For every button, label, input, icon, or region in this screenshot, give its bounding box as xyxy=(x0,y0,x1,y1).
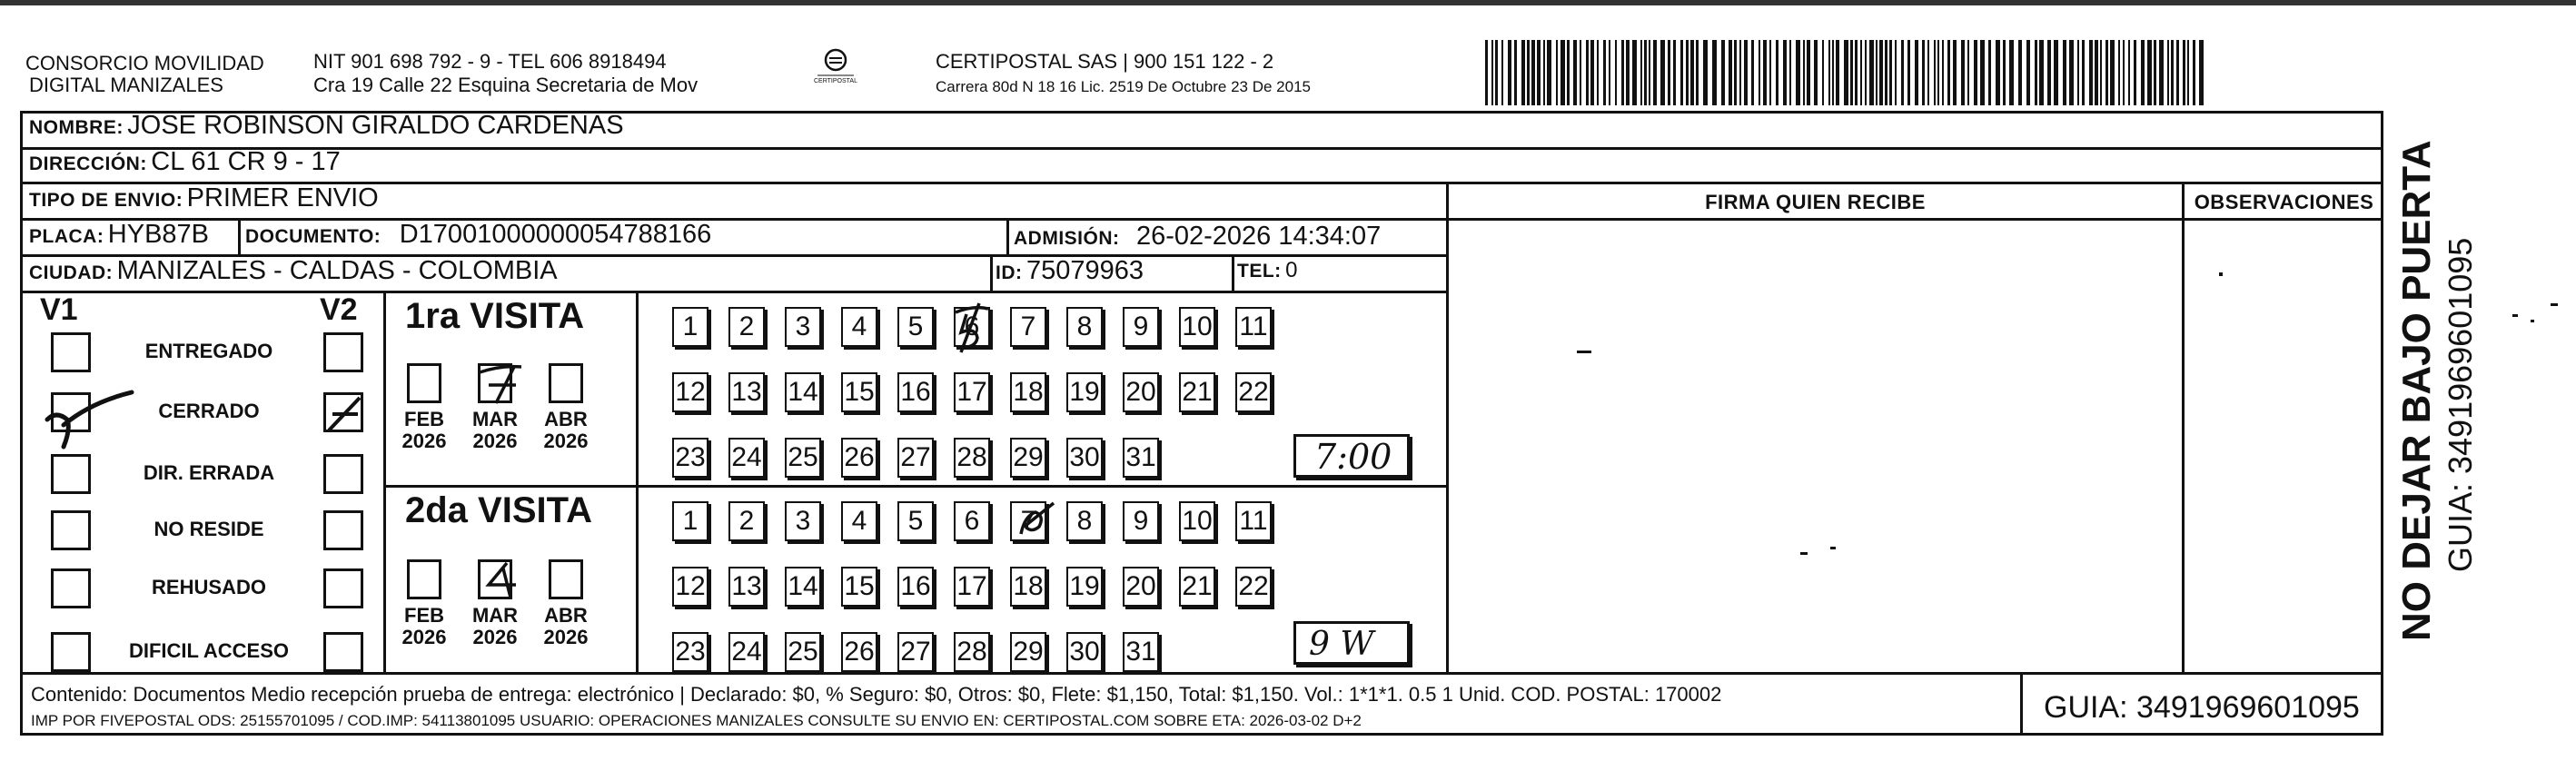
tel-value: 0 xyxy=(1285,258,1298,282)
document-value: D17001000000054788166 xyxy=(399,220,712,249)
day-cell[interactable]: 10 xyxy=(1179,501,1215,541)
barcode-bar xyxy=(1832,40,1834,105)
issuer-address: Cra 19 Calle 22 Esquina Secretaria de Mov xyxy=(313,74,698,96)
v1-checkbox[interactable] xyxy=(51,632,91,672)
barcode-bar xyxy=(1690,40,1694,105)
barcode-bar xyxy=(1573,40,1577,105)
day-cell[interactable]: 24 xyxy=(728,438,765,478)
day-cell[interactable]: 29 xyxy=(1010,438,1046,478)
day-cell[interactable]: 12 xyxy=(672,567,708,607)
type-row xyxy=(29,183,379,213)
barcode-bar xyxy=(2089,40,2093,105)
v2-checkbox[interactable] xyxy=(323,332,363,372)
barcode-bar xyxy=(2171,40,2174,105)
day-cell[interactable]: 24 xyxy=(728,632,765,672)
barcode-bar xyxy=(1885,40,1887,105)
barcode-bar xyxy=(1686,40,1689,105)
first-visit-time: 7:00 xyxy=(1314,437,1392,477)
barcode-bar xyxy=(1721,40,1725,105)
plate-label: PLACA: xyxy=(29,226,104,247)
courier-logo-icon xyxy=(816,47,856,80)
speck-7 xyxy=(2551,303,2558,306)
barcode-bar xyxy=(1980,40,1985,105)
barcode-bar xyxy=(1567,40,1570,105)
header-under-line xyxy=(1446,218,2383,221)
row-line-1 xyxy=(20,147,2383,150)
barcode-bar xyxy=(1734,40,1737,105)
day-cell[interactable]: 28 xyxy=(954,632,990,672)
barcode-bar xyxy=(1869,40,1874,105)
speck-6 xyxy=(2531,320,2534,322)
barcode-bar xyxy=(2134,40,2136,105)
day-cell[interactable]: 26 xyxy=(841,438,877,478)
day-cell[interactable]: 13 xyxy=(728,567,765,607)
footer-top-line xyxy=(20,672,2383,675)
barcode-bar xyxy=(2077,40,2079,105)
day-cell[interactable]: 16 xyxy=(897,567,934,607)
barcode-bar xyxy=(1751,40,1754,105)
name-label: NOMBRE: xyxy=(29,117,124,138)
barcode-bar xyxy=(2105,40,2108,105)
barcode-bar xyxy=(1696,40,1699,105)
day-cell[interactable]: 9 xyxy=(1123,501,1159,541)
day-cell[interactable]: 1 xyxy=(672,501,708,541)
address-value: CL 61 CR 9 - 17 xyxy=(151,147,341,176)
barcode-bar xyxy=(1807,40,1810,105)
second-visit-time: 9 W xyxy=(1309,626,1374,663)
barcode-bar xyxy=(1603,40,1606,105)
barcode-bar xyxy=(2154,40,2156,105)
barcode-bar xyxy=(1543,40,1545,105)
month-year: 2026 xyxy=(472,430,518,452)
barcode-bar xyxy=(1953,40,1957,105)
type-label: TIPO DE ENVIO: xyxy=(29,190,183,211)
barcode-bar xyxy=(1865,40,1867,105)
day-cell[interactable]: 2 xyxy=(728,307,765,347)
barcode-bar xyxy=(1660,40,1665,105)
month-name: FEB xyxy=(404,408,444,430)
barcode-bar xyxy=(1901,40,1904,105)
barcode-bar xyxy=(2082,40,2085,105)
first-visit-title: 1ra VISITA xyxy=(405,296,585,336)
barcode-bar xyxy=(2123,40,2125,105)
day-cell[interactable]: 12 xyxy=(672,372,708,412)
day-cell[interactable]: 2 xyxy=(728,501,765,541)
month-name: FEB xyxy=(404,604,444,627)
observations-header: OBSERVACIONES xyxy=(2194,191,2374,213)
day-cell[interactable]: 26 xyxy=(841,632,877,672)
barcode-bar xyxy=(1649,40,1650,105)
city-label: CIUDAD: xyxy=(29,262,114,283)
issuer-name-2: DIGITAL MANIZALES xyxy=(29,74,223,96)
obs-col-line xyxy=(2182,182,2185,672)
month-year: 2026 xyxy=(543,430,589,452)
day-cell[interactable]: 25 xyxy=(785,438,821,478)
barcode-bar xyxy=(1644,40,1647,105)
second-visit-time-box xyxy=(1293,621,1410,665)
barcode-bar xyxy=(2018,40,2022,105)
barcode-bar xyxy=(1783,40,1787,105)
id-sep xyxy=(990,256,993,292)
v2-checkbox[interactable] xyxy=(323,510,363,550)
day-cell[interactable]: 16 xyxy=(897,372,934,412)
plate-value: HYB87B xyxy=(107,220,210,249)
barcode-bar xyxy=(1632,40,1637,105)
id-label: ID: xyxy=(996,262,1023,283)
barcode-bar xyxy=(1974,40,1977,105)
day-cell[interactable]: 5 xyxy=(897,501,934,541)
document-row xyxy=(245,220,711,250)
mar-first-mark xyxy=(476,361,527,407)
v1-checkbox[interactable] xyxy=(51,510,91,550)
barcode-bar xyxy=(1560,40,1565,105)
v2-label: V2 xyxy=(320,292,358,327)
barcode-bar xyxy=(1586,40,1589,105)
barcode xyxy=(1485,40,2212,105)
day-cell[interactable]: 23 xyxy=(672,438,708,478)
day-cell[interactable]: 21 xyxy=(1179,567,1215,607)
day-cell[interactable]: 10 xyxy=(1179,307,1215,347)
barcode-bar xyxy=(1855,40,1858,105)
barcode-bar xyxy=(1729,40,1732,105)
v1-checkbox[interactable] xyxy=(51,332,91,372)
month-name: ABR xyxy=(544,408,588,430)
day-cell[interactable]: 4 xyxy=(841,501,877,541)
day-cell[interactable]: 17 xyxy=(954,567,990,607)
month-name: ABR xyxy=(544,604,588,627)
month-name: MAR xyxy=(471,408,519,430)
barcode-bar xyxy=(2009,40,2014,105)
day-5-mark xyxy=(946,300,992,354)
barcode-bar xyxy=(1822,40,1824,105)
side-guia: GUIA: 3491969601095 xyxy=(2442,237,2479,572)
month-checkbox[interactable] xyxy=(549,559,583,599)
barcode-bar xyxy=(2128,40,2130,105)
barcode-bar xyxy=(1653,40,1657,105)
type-value: PRIMER ENVIO xyxy=(186,183,379,212)
day-cell[interactable]: 8 xyxy=(1066,501,1103,541)
v1-cerrado-check-mark xyxy=(36,385,136,458)
barcode-bar xyxy=(1947,40,1950,105)
v2-checkbox[interactable] xyxy=(323,454,363,494)
barcode-bar xyxy=(2026,40,2030,105)
day-cell[interactable]: 19 xyxy=(1066,567,1103,607)
barcode-bar xyxy=(1895,40,1897,105)
day-cell[interactable]: 14 xyxy=(785,372,821,412)
barcode-bar xyxy=(2187,40,2189,105)
name-value: JOSE ROBINSON GIRALDO CARDENAS xyxy=(127,111,624,140)
admission-value: 26-02-2026 14:34:07 xyxy=(1135,222,1382,251)
barcode-bar xyxy=(1485,40,1488,105)
tel-sep xyxy=(1232,256,1234,292)
address-label: DIRECCIÓN: xyxy=(29,153,147,174)
admission-sep xyxy=(1006,220,1009,256)
barcode-bar xyxy=(2118,40,2120,105)
barcode-bar xyxy=(1759,40,1760,105)
day-cell[interactable]: 14 xyxy=(785,567,821,607)
day-cell[interactable]: 20 xyxy=(1123,567,1159,607)
barcode-bar xyxy=(1844,40,1848,105)
barcode-bar xyxy=(1828,40,1830,105)
barcode-bar xyxy=(1712,40,1717,105)
barcode-bar xyxy=(1527,40,1530,105)
footer-guia: GUIA: 3491969601095 xyxy=(2044,690,2360,725)
v1-checkbox[interactable] xyxy=(51,454,91,494)
barcode-bar xyxy=(1640,40,1642,105)
day-cell[interactable]: 13 xyxy=(728,372,765,412)
day-cell[interactable]: 31 xyxy=(1123,438,1159,478)
barcode-bar xyxy=(1547,40,1551,105)
visit-divider xyxy=(383,485,1448,488)
speck-4 xyxy=(1830,547,1836,549)
month-checkbox[interactable] xyxy=(407,363,441,403)
barcode-bar xyxy=(2110,40,2115,105)
month-year: 2026 xyxy=(472,626,518,648)
barcode-bar xyxy=(1836,40,1839,105)
day-cell[interactable]: 3 xyxy=(785,501,821,541)
day-cell[interactable]: 9 xyxy=(1123,307,1159,347)
day-cell[interactable]: 21 xyxy=(1179,372,1215,412)
day-cell[interactable]: 27 xyxy=(897,632,934,672)
barcode-bar xyxy=(1789,40,1791,105)
day-cell[interactable]: 8 xyxy=(1066,307,1103,347)
barcode-bar xyxy=(2199,40,2204,105)
barcode-bar xyxy=(2003,40,2006,105)
courier-logo-text: CERTIPOSTAL xyxy=(814,78,857,84)
day-cell[interactable]: 7 xyxy=(1010,307,1046,347)
day-cell[interactable]: 15 xyxy=(841,567,877,607)
barcode-bar xyxy=(1860,40,1862,105)
day-cell[interactable]: 30 xyxy=(1066,632,1103,672)
day-cell[interactable]: 4 xyxy=(841,307,877,347)
month-year: 2026 xyxy=(401,626,447,648)
day-cell[interactable]: 11 xyxy=(1235,307,1272,347)
barcode-bar xyxy=(1814,40,1818,105)
barcode-bar xyxy=(1803,40,1805,105)
day-6-mark xyxy=(1014,498,1059,543)
speck-3 xyxy=(1800,552,1808,555)
day-cell[interactable]: 28 xyxy=(954,438,990,478)
day-cell[interactable]: 7 xyxy=(1010,501,1046,541)
barcode-bar xyxy=(2047,40,2051,105)
barcode-bar xyxy=(2035,40,2037,105)
speck-1 xyxy=(1577,351,1591,353)
barcode-bar xyxy=(1996,40,2000,105)
speck-2 xyxy=(2219,272,2223,276)
day-cell[interactable]: 25 xyxy=(785,632,821,672)
day-cell[interactable]: 22 xyxy=(1235,372,1272,412)
month-checkbox[interactable] xyxy=(407,559,441,599)
barcode-bar xyxy=(2176,40,2179,105)
barcode-bar xyxy=(1615,40,1617,105)
v2-cerrado-check-mark xyxy=(323,390,369,436)
barcode-bar xyxy=(2193,40,2195,105)
barcode-bar xyxy=(1508,40,1511,105)
barcode-bar xyxy=(1501,40,1503,105)
speck-5 xyxy=(2512,314,2518,317)
barcode-bar xyxy=(1937,40,1939,105)
barcode-bar xyxy=(1590,40,1594,105)
day-cell[interactable]: 11 xyxy=(1235,501,1272,541)
signature-header: FIRMA QUIEN RECIBE xyxy=(1705,191,1926,213)
barcode-bar xyxy=(2054,40,2058,105)
city-value: MANIZALES - CALDAS - COLOMBIA xyxy=(116,256,558,285)
status-option-label: CERRADO xyxy=(158,400,260,422)
barcode-bar xyxy=(1907,40,1910,105)
day-cell[interactable]: 6 xyxy=(954,307,990,347)
barcode-bar xyxy=(1961,40,1965,105)
day-cell[interactable]: 31 xyxy=(1123,632,1159,672)
barcode-bar xyxy=(2069,40,2074,105)
day-cell[interactable]: 27 xyxy=(897,438,934,478)
barcode-bar xyxy=(1609,40,1610,105)
barcode-bar xyxy=(1680,40,1683,105)
tel-row xyxy=(1237,258,1297,283)
barcode-bar xyxy=(1876,40,1878,105)
document-label: DOCUMENTO: xyxy=(245,226,381,247)
day-cell[interactable]: 19 xyxy=(1066,372,1103,412)
barcode-bar xyxy=(1915,40,1918,105)
barcode-bar xyxy=(1796,40,1800,105)
barcode-bar xyxy=(2095,40,2098,105)
day-cell[interactable]: 30 xyxy=(1066,438,1103,478)
day-cell[interactable]: 5 xyxy=(897,307,934,347)
courier-address: Carrera 80d N 18 16 Lic. 2519 De Octubre 23 De 2015 xyxy=(936,78,1311,95)
footer-guia-sep xyxy=(2020,672,2023,736)
barcode-bar xyxy=(1942,40,1944,105)
plate-row xyxy=(29,220,209,250)
first-visit-time-box xyxy=(1293,434,1410,478)
barcode-bar xyxy=(1703,40,1708,105)
scan-top-edge xyxy=(0,0,2576,5)
month-checkbox[interactable] xyxy=(549,363,583,403)
barcode-bar xyxy=(1597,40,1599,105)
status-option-label: NO RESIDE xyxy=(154,518,264,540)
day-cell[interactable]: 17 xyxy=(954,372,990,412)
month-right-line xyxy=(636,291,639,672)
barcode-bar xyxy=(1934,40,1936,105)
barcode-bar xyxy=(1626,40,1630,105)
no-dejar-bajo-puerta: NO DEJAR BAJO PUERTA xyxy=(2394,140,2439,641)
signature-col-line xyxy=(1446,182,1449,672)
issuer-name-1: CONSORCIO MOVILIDAD xyxy=(25,52,264,74)
id-value: 75079963 xyxy=(1025,256,1144,285)
barcode-bar xyxy=(1988,40,1991,105)
v2-checkbox[interactable] xyxy=(323,632,363,672)
courier-name: CERTIPOSTAL SAS | 900 151 122 - 2 xyxy=(936,50,1274,73)
status-option-label: REHUSADO xyxy=(152,576,266,598)
barcode-bar xyxy=(1927,40,1929,105)
status-option-label: DIR. ERRADA xyxy=(143,461,275,484)
barcode-bar xyxy=(2100,40,2102,105)
barcode-bar xyxy=(1922,40,1925,105)
day-cell[interactable]: 6 xyxy=(954,501,990,541)
month-year: 2026 xyxy=(543,626,589,648)
day-cell[interactable]: 22 xyxy=(1235,567,1272,607)
barcode-bar xyxy=(1769,40,1771,105)
barcode-bar xyxy=(1673,40,1676,105)
barcode-bar xyxy=(1495,40,1498,105)
month-name: MAR xyxy=(471,604,519,627)
barcode-bar xyxy=(1621,40,1624,105)
admission-label: ADMISIÓN: xyxy=(1014,228,1120,249)
day-cell[interactable]: 18 xyxy=(1010,372,1046,412)
city-row xyxy=(29,256,558,286)
name-row xyxy=(29,111,624,141)
barcode-bar xyxy=(1491,40,1493,105)
barcode-bar xyxy=(2159,40,2164,105)
barcode-bar xyxy=(1850,40,1853,105)
status-option-label: ENTREGADO xyxy=(144,340,273,362)
mar-second-mark xyxy=(480,558,529,603)
day-cell[interactable]: 18 xyxy=(1010,567,1046,607)
day-cell[interactable]: 23 xyxy=(672,632,708,672)
admission-row xyxy=(1014,222,1381,252)
barcode-bar xyxy=(1967,40,1969,105)
status-option-label: DIFICIL ACCESO xyxy=(128,639,289,662)
barcode-bar xyxy=(1879,40,1883,105)
month-year: 2026 xyxy=(401,430,447,452)
barcode-bar xyxy=(2183,40,2185,105)
footer-imp: IMP POR FIVEPOSTAL ODS: 25155701095 / COD.IMP: 54113801095 USUARIO: OPERACIONES MANIZALES CONSULTE SU ENVIO EN: CERTIPOSTAL.COM SOBRE ETA: 2026-03-02 D+2 xyxy=(31,712,1362,729)
barcode-bar xyxy=(1514,40,1517,105)
tel-label: TEL: xyxy=(1237,261,1282,282)
barcode-bar xyxy=(1889,40,1892,105)
barcode-bar xyxy=(2039,40,2044,105)
barcode-bar xyxy=(1537,40,1541,105)
day-cell[interactable]: 3 xyxy=(785,307,821,347)
barcode-bar xyxy=(1668,40,1670,105)
barcode-bar xyxy=(1556,40,1558,105)
day-cell[interactable]: 29 xyxy=(1010,632,1046,672)
second-visit-title: 2da VISITA xyxy=(405,490,592,530)
address-row xyxy=(29,147,341,177)
id-row xyxy=(996,256,1144,286)
plate-sep xyxy=(238,220,241,256)
v1-checkbox[interactable] xyxy=(51,568,91,608)
barcode-bar xyxy=(1531,40,1535,105)
barcode-bar xyxy=(1521,40,1525,105)
day-cell[interactable]: 1 xyxy=(672,307,708,347)
barcode-bar xyxy=(2063,40,2066,105)
footer-content: Contenido: Documentos Medio recepción prueba de entrega: electrónico | Declarado: $0, % Seguro: $0, Otros: $0, Flete: $1,150, Total: $1,150. Vol.: 1*1*1. 0.5 1 Unid. COD. POSTAL: 170002 xyxy=(31,683,1722,706)
barcode-bar xyxy=(2141,40,2145,105)
barcode-bar xyxy=(1776,40,1778,105)
issuer-nit: NIT 901 698 792 - 9 - TEL 606 8918494 xyxy=(313,50,667,73)
barcode-bar xyxy=(1763,40,1767,105)
barcode-bar xyxy=(2167,40,2169,105)
day-cell[interactable]: 15 xyxy=(841,372,877,412)
barcode-bar xyxy=(1580,40,1581,105)
status-right-line xyxy=(383,291,386,672)
barcode-bar xyxy=(1744,40,1748,105)
day-cell[interactable]: 20 xyxy=(1123,372,1159,412)
v2-checkbox[interactable] xyxy=(323,568,363,608)
barcode-bar xyxy=(2147,40,2152,105)
v1-label: V1 xyxy=(40,292,78,327)
barcode-bar xyxy=(1739,40,1741,105)
